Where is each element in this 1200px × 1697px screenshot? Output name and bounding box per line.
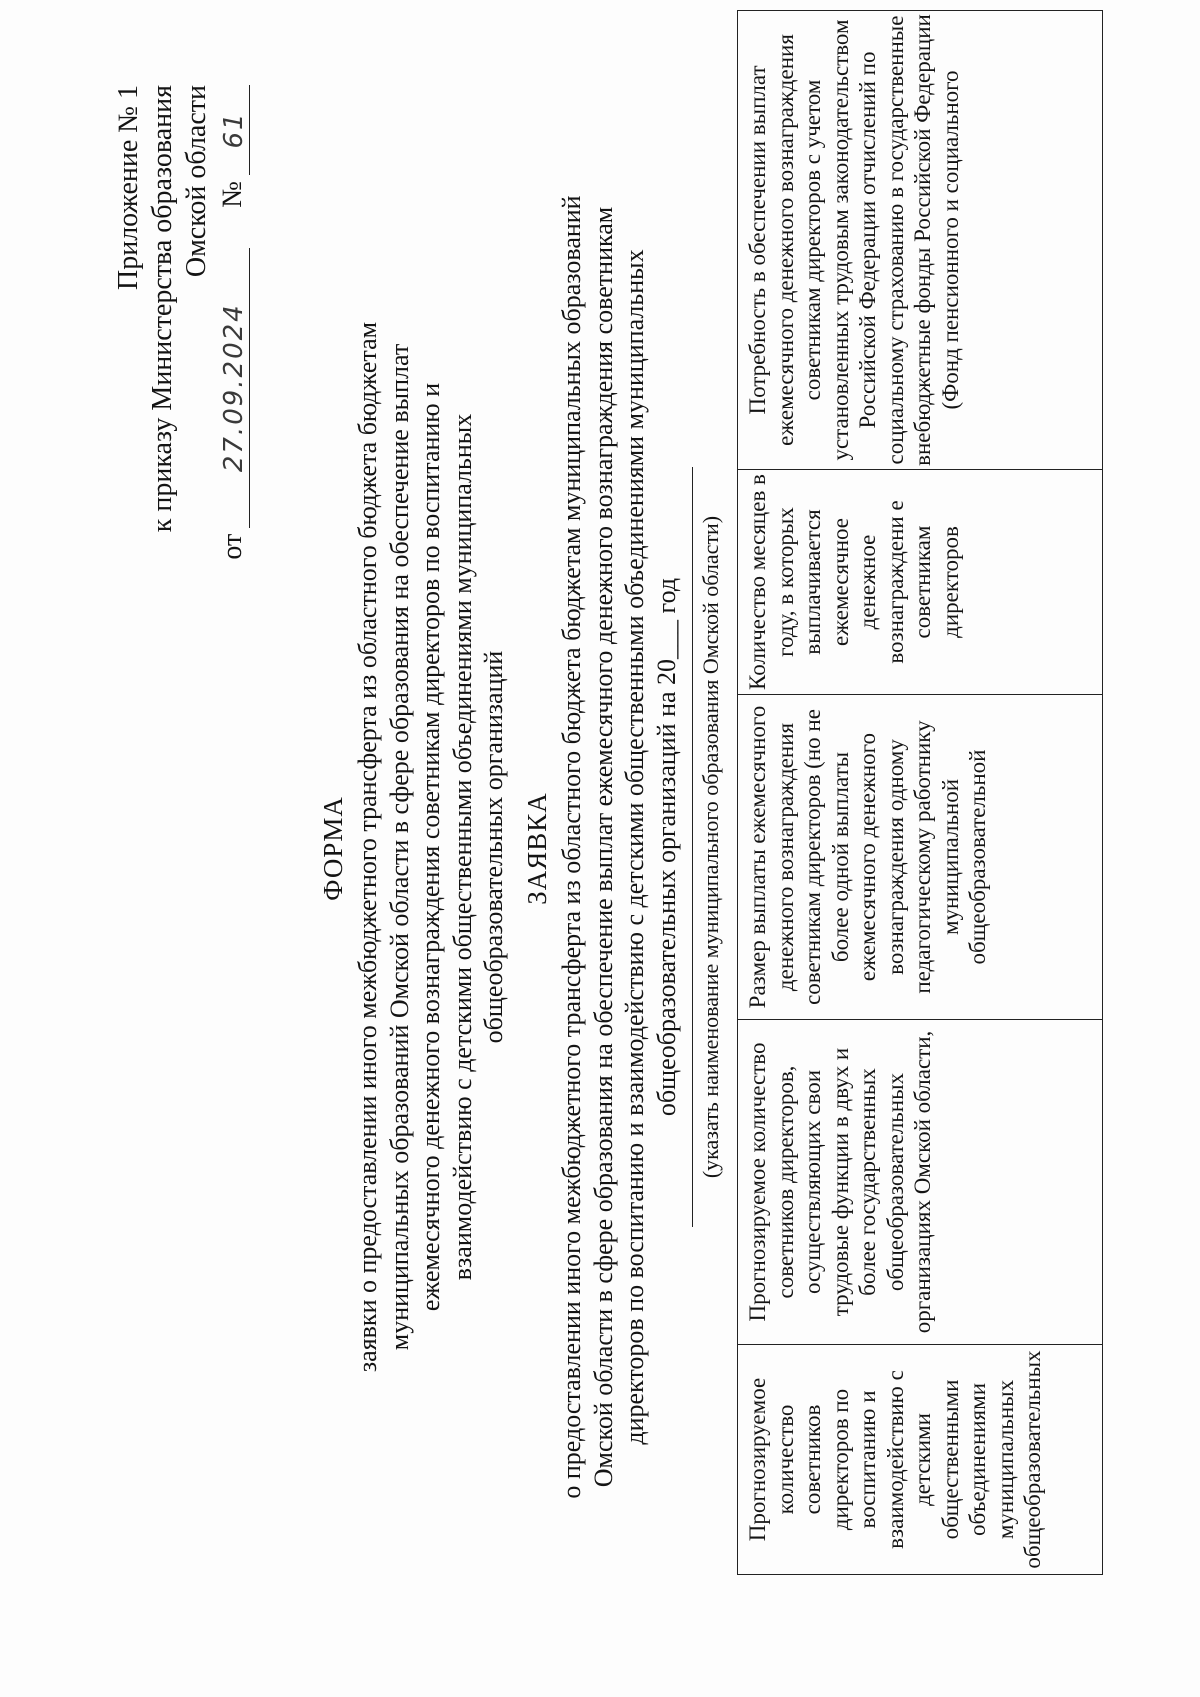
table-header-cell: Размер выплаты ежемесячного денежного вознаграждения советникам директоров (но не более одной выплаты ежемесячного денежного вознаграждения одному педагогическому работнику муниципальной общеобразовательной	[738, 695, 1103, 1020]
application-description: о предоставлении иного межбюджетного трансферта из областного бюджета бюджетам муниципальных образований Омской области в сфере образования на обеспечение выплат ежемесячного денежного вознаграждения советникам директоров по воспитанию и взаимодействию с детскими общественными объединениями муниципальных общеобразовательных организаций на 20___ год	[557, 195, 681, 1499]
appendix-number: Приложение № 1	[113, 85, 144, 290]
appendix-header	[112, 85, 250, 645]
order-number-handwritten: 61	[219, 85, 250, 175]
table-header-cell: Прогнозируемое количество советников директоров, осуществляющих свои трудовые функции в двух и более государственных общеобразовательных организациях Омской области,	[738, 1020, 1103, 1345]
number-label: №	[217, 181, 248, 208]
application-title: ЗАЯВКА	[522, 792, 552, 905]
order-date-handwritten: 27.09.2024	[219, 248, 250, 528]
table-header-cell: Количество месяцев в году, в которых выплачивается ежемесячное денежное вознаграждени е советникам директоров	[738, 470, 1103, 695]
table-header-cell: Прогнозируемое количество советников директоров по воспитанию и взаимодействию с детскими общественными объединениями муниципальных общеобразовательных	[738, 1345, 1103, 1575]
table-header-row	[738, 11, 1103, 1575]
municipality-name-line	[692, 467, 693, 1227]
from-label: от	[217, 533, 248, 560]
form-description: заявки о предоставлении иного межбюджетного трансферта из областного бюджета бюджетам муниципальных образований Омской области в сфере образования на обеспечение выплат ежемесячного денежного вознаграждения советникам директоров по воспитанию и взаимодействию с детскими общественными объединениями муниципальных общеобразовательных организаций	[353, 321, 508, 1373]
form-title: ФОРМА	[318, 796, 348, 901]
application-table	[737, 10, 1103, 1575]
table-header-cell: Потребность в обеспечении выплат ежемесячного денежного вознаграждения советникам директоров с учетом установленных трудовым законодательством Российской Федерации отчислений по социальному страхованию в государственные внебюджетные фонды Российской Федерации (Фонд пенсионного и социального	[738, 11, 1103, 470]
appendix-date-number-line	[216, 85, 250, 645]
appendix-order-ref: к приказу Министерства образования	[147, 85, 178, 533]
municipality-name-hint: (указать наименование муниципального образования Омской области)	[698, 515, 723, 1179]
appendix-region: Омской области	[181, 85, 212, 278]
